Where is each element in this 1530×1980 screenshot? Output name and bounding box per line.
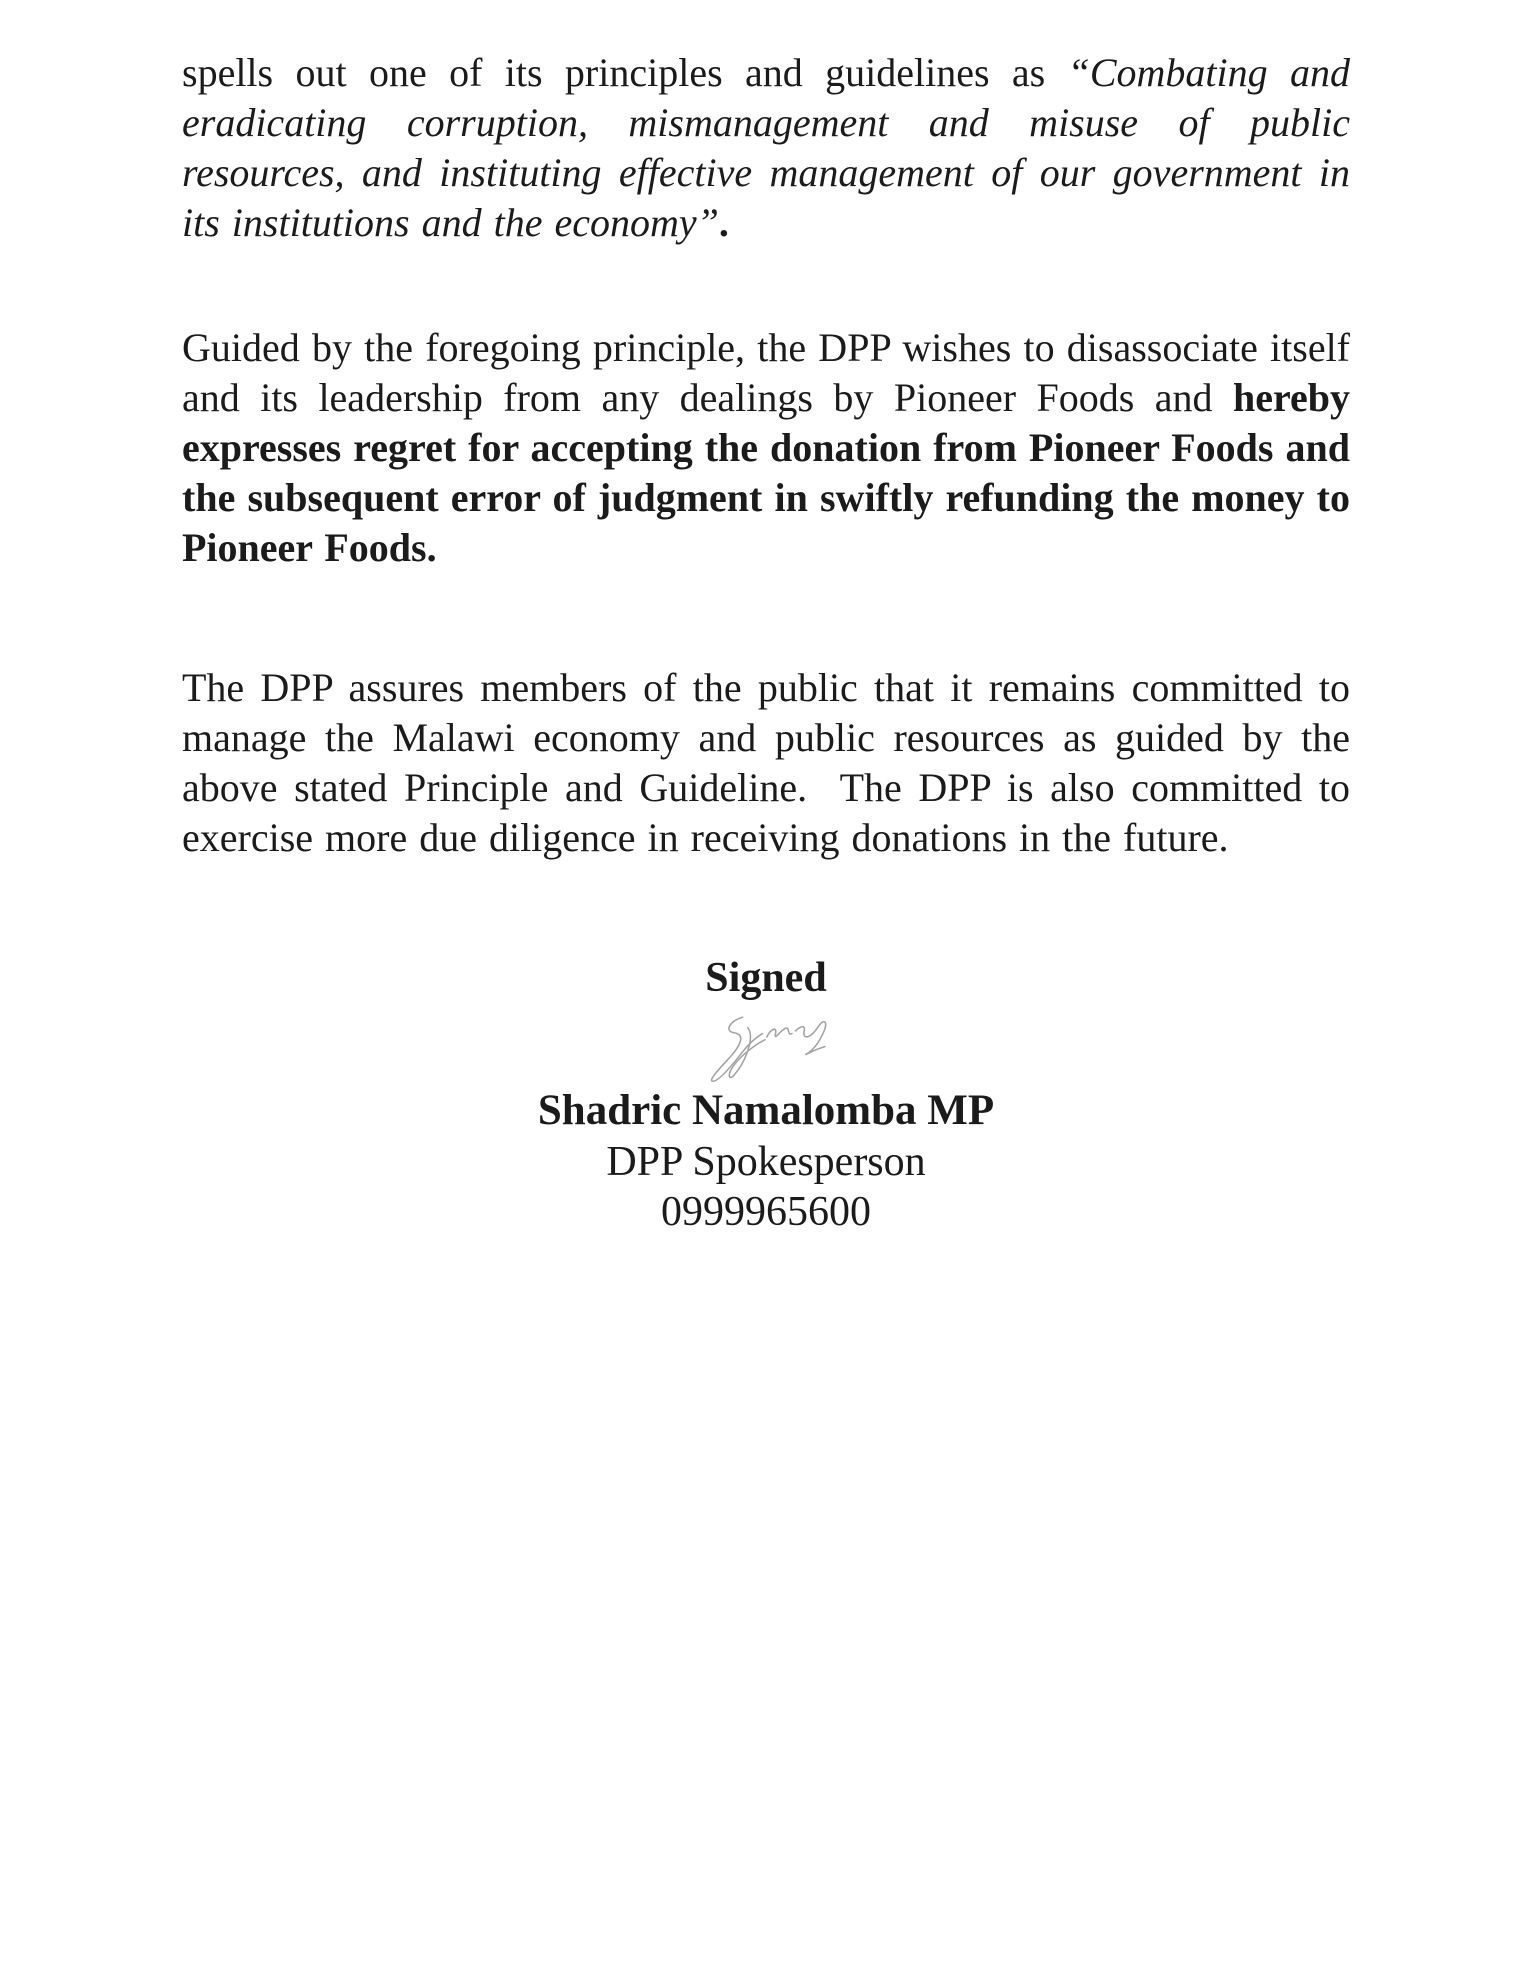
signatory-phone: 0999965600 xyxy=(661,1189,871,1235)
signatory-name: Shadric Namalomba MP xyxy=(537,1087,995,1134)
paragraph-assurance xyxy=(182,663,1350,863)
quote-terminal-period: . xyxy=(718,200,729,245)
paragraph-lead-text: Guided by the foregoing principle, the DPP wishes to disassociate itself and its leadership from any dealings by Pioneer Foods and xyxy=(182,325,1350,420)
signatory-title: DPP Spokesperson xyxy=(606,1139,926,1185)
paragraph-regret-statement xyxy=(182,323,1350,573)
regret-emphasis-text: hereby expresses regret for accepting the donation from Pioneer Foods and the subsequent error of judgment in swiftly refunding the money to Pioneer Foods. xyxy=(182,375,1350,570)
paragraph-lead-text: spells out one of its principles and guidelines as xyxy=(182,50,1068,95)
signature-block xyxy=(182,953,1350,1237)
quoted-principle-text: “Combating and eradicating corruption, mismanagement and misuse of public resources, and instituting effective management of our government in its institutions and the economy” xyxy=(182,50,1350,245)
signed-label: Signed xyxy=(705,955,827,1001)
paragraph-principles-quote xyxy=(182,48,1350,248)
letter-body xyxy=(182,48,1350,1237)
signature-area xyxy=(182,1005,1350,1085)
handwritten-signature-icon xyxy=(681,1005,851,1083)
assurance-text: The DPP assures members of the public that it remains committed to manage the Malawi economy and public resources as guided by the above stated Principle and Guideline. The DPP is also committed to exercise more due diligence in receiving donations in the future. xyxy=(182,665,1350,860)
